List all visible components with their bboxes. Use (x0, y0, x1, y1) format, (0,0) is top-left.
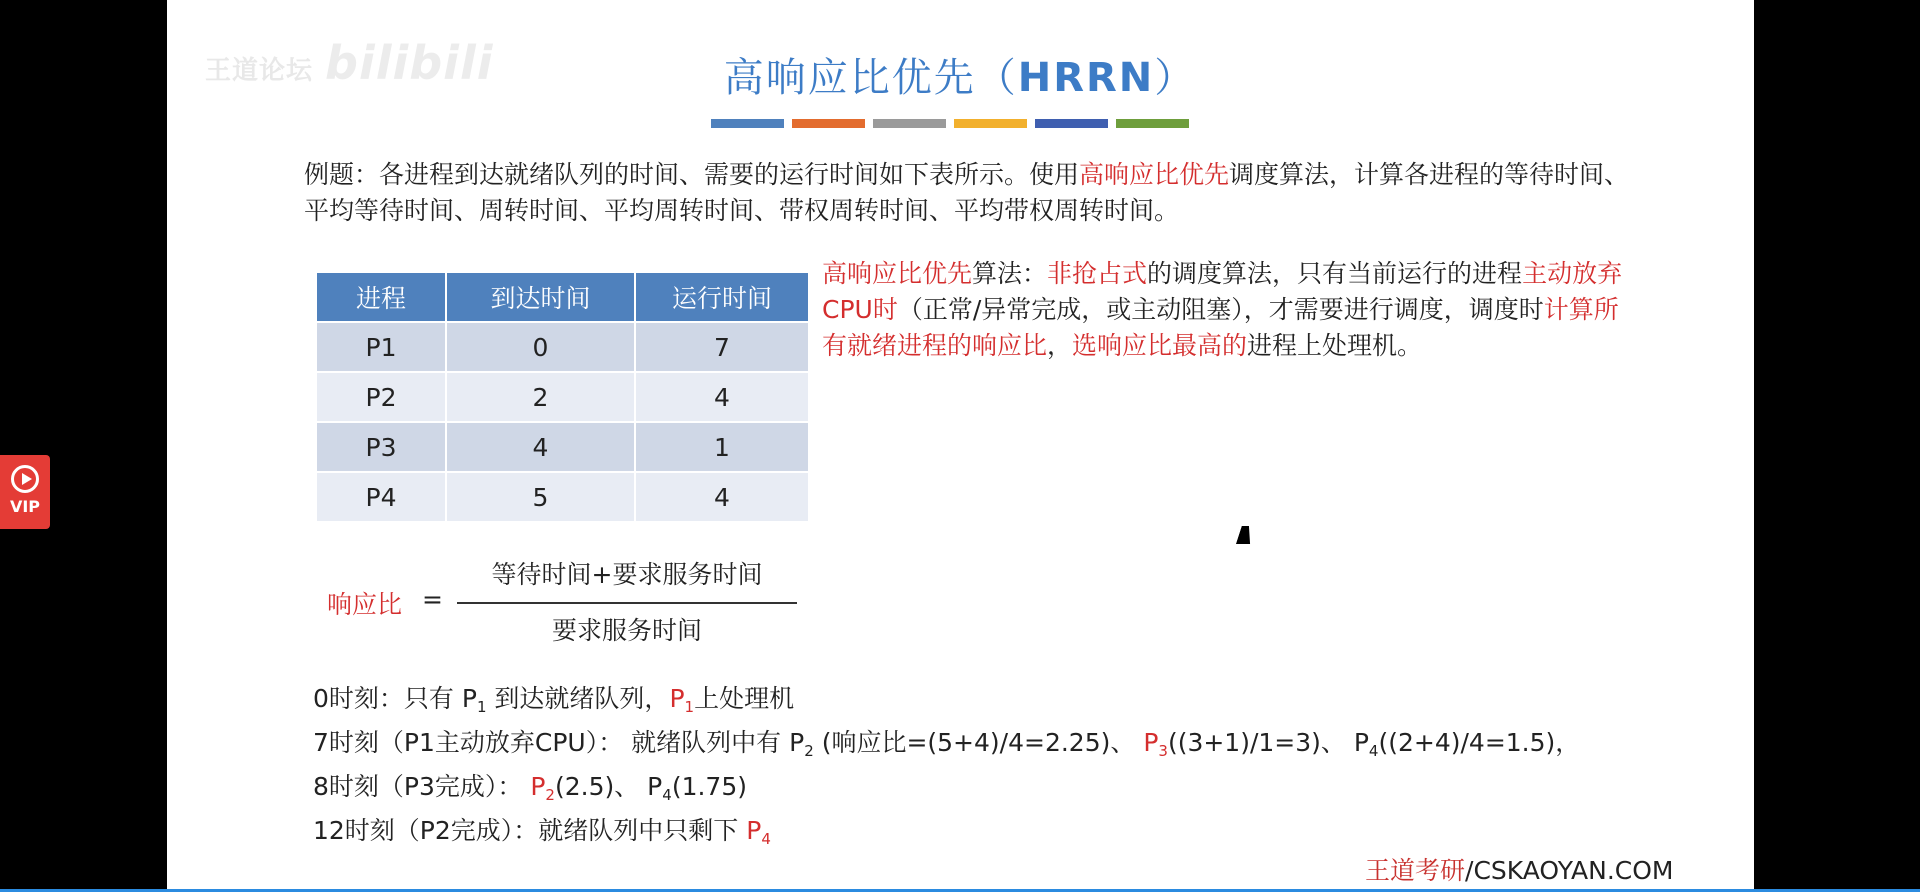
table-header: 进程 (316, 272, 446, 322)
formula-lhs: 响应比 (327, 590, 403, 619)
color-bar-4 (954, 119, 1027, 128)
table-cell: P2 (316, 372, 446, 422)
title-latin: HRRN (1017, 55, 1155, 101)
table-cell: P3 (316, 422, 446, 472)
table-cell: 2 (446, 372, 635, 422)
table-header-row (316, 272, 809, 322)
table-cell: 0 (446, 322, 635, 372)
timeline-line-7: 7时刻（P1主动放弃CPU）： 就绪队列中有 $P_2$ (响应比=(5+4)/4=2.25)、 $P_3((3+1)/1=3)$、 $P_4((2+4)/4=1.5)$， (313, 728, 1581, 760)
table-row (316, 372, 809, 422)
table-cell: 4 (635, 472, 809, 522)
algorithm-description: 高响应比优先算法：非抢占式的调度算法，只有当前运行的进程主动放弃CPU时（正常/异常完成，或主动阻塞），才需要进行调度，调度时计算所有就绪进程的响应比，选响应比最高的进程上处理机。 (822, 259, 1623, 360)
vip-label: VIP (9, 497, 41, 516)
title-close: ） (1154, 55, 1197, 101)
watermark-text: 王道论坛 (205, 56, 314, 86)
timeline-steps (313, 681, 1580, 857)
process-table (315, 271, 810, 523)
table-cell: 1 (635, 422, 809, 472)
color-bar-5 (1035, 119, 1108, 128)
table-cell: P4 (316, 472, 446, 522)
color-bar-1 (711, 119, 784, 128)
response-ratio-formula (327, 555, 807, 645)
color-bar-3 (873, 119, 946, 128)
color-bar-6 (1116, 119, 1189, 128)
play-icon (11, 465, 39, 493)
vip-button[interactable] (0, 455, 50, 529)
formula-denominator: 要求服务时间 (551, 616, 702, 645)
slide-title (0, 46, 1920, 103)
timeline-line-8: 8时刻（P3完成）： $P_2(2.5)$、 $P_4(1.75)$ (313, 772, 747, 804)
timeline-line-12: 12时刻（P2完成）：就绪队列中只剩下 $P_4$ (313, 816, 771, 848)
table-header: 运行时间 (635, 272, 809, 322)
title-color-bars (711, 119, 1189, 129)
table-header: 到达时间 (446, 272, 635, 322)
table-cell: 4 (446, 422, 635, 472)
fraction-line (457, 602, 797, 604)
watermark-brand: bilibili (325, 36, 494, 90)
table-cell: 7 (635, 322, 809, 372)
intro-paragraph: 例题：各进程到达就绪队列的时间、需要的运行时间如下表所示。使用高响应比优先调度算法，计算各进程的等待时间、平均等待时间、周转时间、平均周转时间、带权周转时间、平均带权周转时间。 (304, 160, 1630, 225)
table-row (316, 322, 809, 372)
table-cell: P1 (316, 322, 446, 372)
title-cjk: 高响应比优先（ (723, 55, 1018, 101)
color-bar-2 (792, 119, 865, 128)
table-row (316, 422, 809, 472)
table-row (316, 472, 809, 522)
formula-equals: = (422, 585, 443, 614)
timeline-line-0: 0时刻：只有 $P_1$ 到达就绪队列，$P_1$上处理机 (313, 684, 795, 716)
footer-site-label: 王道考研/CSKAOYAN.COM (1365, 856, 1674, 885)
table-cell: 5 (446, 472, 635, 522)
table-cell: 4 (635, 372, 809, 422)
formula-numerator: 等待时间+要求服务时间 (491, 560, 763, 589)
